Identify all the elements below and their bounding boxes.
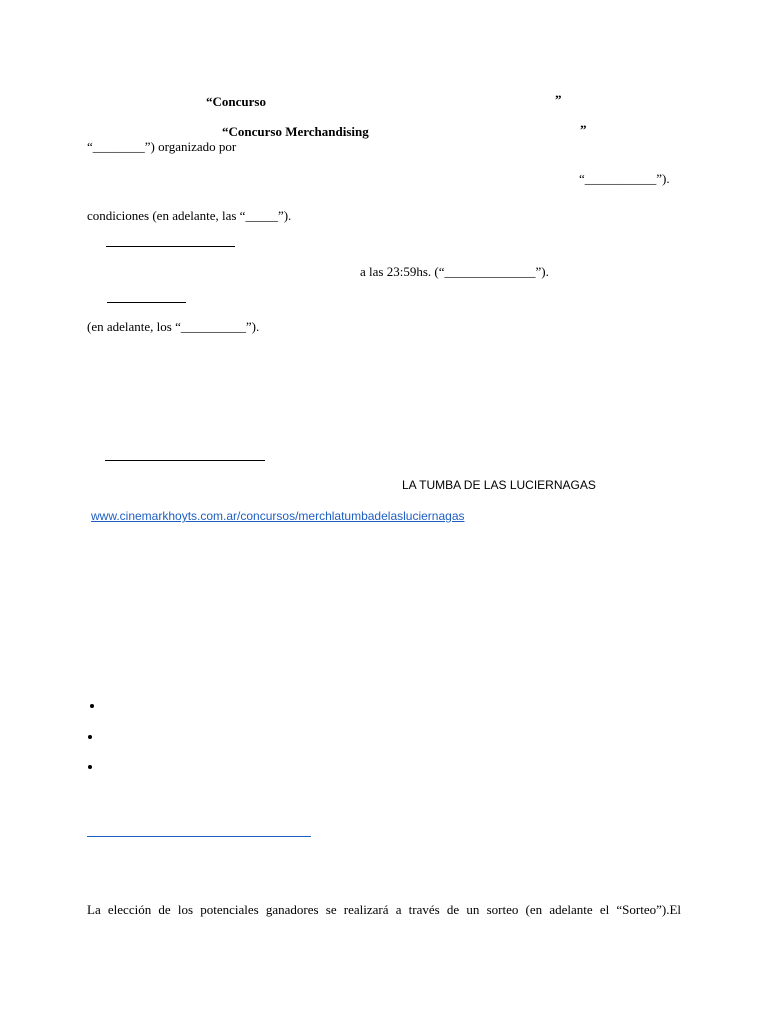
subtitle-close: ” — [580, 122, 587, 137]
organized-line: “________”) organizado por — [87, 139, 237, 154]
blank-link-rule — [87, 836, 311, 837]
conditions-line: condiciones (en adelante, las “_____”). — [87, 208, 292, 223]
movie-title: LA TUMBA DE LAS LUCIERNAGAS — [402, 478, 596, 492]
bullet-2 — [88, 735, 92, 739]
blank-rule-2 — [107, 302, 186, 303]
time-line: a las 23:59hs. (“______________”). — [360, 264, 549, 279]
bullet-1 — [90, 704, 94, 708]
title-open: “Concurso — [206, 94, 266, 109]
quote-right-line: “___________”). — [579, 171, 670, 186]
blank-rule-1 — [106, 246, 235, 247]
blank-rule-3 — [105, 460, 265, 461]
bullet-3 — [88, 765, 92, 769]
title-close: ” — [555, 92, 562, 107]
contest-link[interactable]: www.cinemarkhoyts.com.ar/concursos/merchlatumbadelasluciernagas — [91, 509, 465, 523]
prizes-line: (en adelante, los “__________”). — [87, 319, 260, 334]
subtitle-open: “Concurso Merchandising — [222, 124, 369, 139]
final-paragraph: La elección de los potenciales ganadores se realizará a través de un sorteo (en adelante el “Sorteo”).El — [87, 902, 681, 917]
